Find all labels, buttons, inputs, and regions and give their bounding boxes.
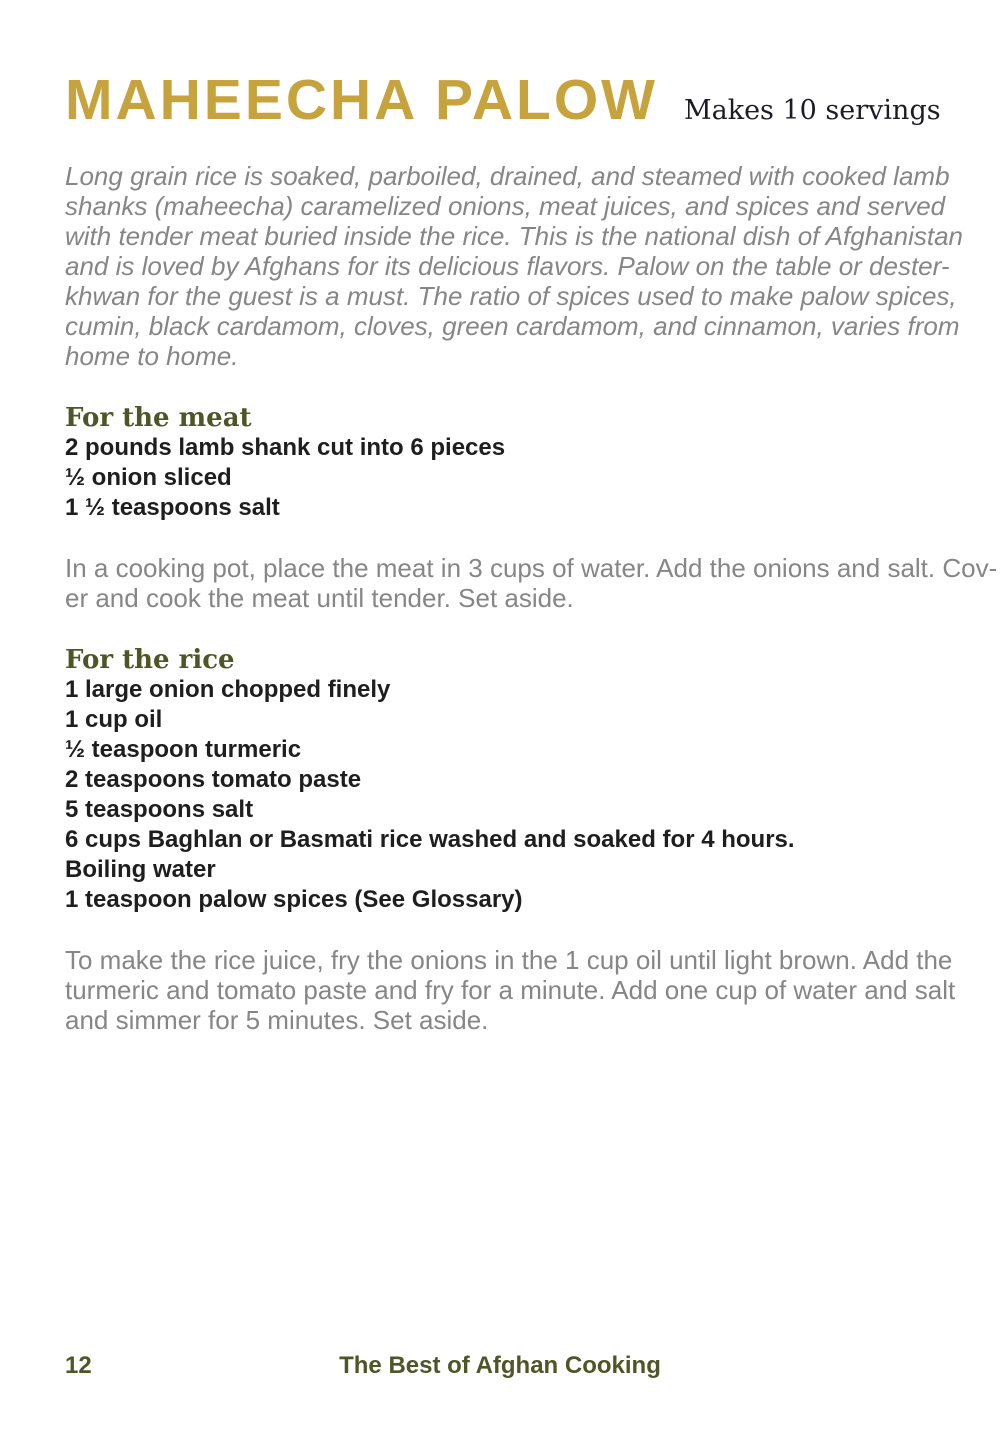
section-heading-rice: For the rice (65, 645, 235, 675)
servings-note: Makes 10 servings (683, 95, 941, 126)
meat-ingredient-list (65, 433, 935, 523)
instruction-line: er and cook the meat until tender. Set aside. (65, 583, 574, 613)
intro-line: with tender meat buried inside the rice. This is the national dish of Afghanistan (65, 221, 963, 251)
page-number: 12 (65, 1352, 92, 1379)
ingredient-line: 1 cup oil (65, 706, 163, 733)
section-heading-meat: For the meat (65, 403, 252, 433)
instruction-line: and simmer for 5 minutes. Set aside. (65, 1005, 489, 1035)
ingredient-line: Boiling water (65, 856, 216, 883)
meat-instructions (65, 553, 998, 613)
book-title: The Best of Afghan Cooking (339, 1352, 661, 1379)
ingredient-line: 2 pounds lamb shank cut into 6 pieces (65, 434, 506, 461)
ingredient-line: 1 ½ teaspoons salt (65, 494, 280, 521)
intro-line: khwan for the guest is a must. The ratio of spices used to make palow spices, (65, 281, 957, 311)
ingredient-line: 1 teaspoon palow spices (See Glossary) (65, 886, 523, 913)
intro-line: and is loved by Afghans for its delicious flavors. Palow on the table or dester- (65, 251, 950, 281)
intro-paragraph (65, 161, 963, 371)
rice-ingredient-list (65, 675, 935, 915)
intro-line: home to home. (65, 341, 239, 371)
ingredient-line: 5 teaspoons salt (65, 796, 254, 823)
ingredient-line: 1 large onion chopped finely (65, 676, 391, 703)
instruction-line: To make the rice juice, fry the onions in the 1 cup oil until light brown. Add the (65, 945, 953, 975)
intro-line: cumin, black cardamom, cloves, green cardamom, and cinnamon, varies from (65, 311, 960, 341)
ingredient-line: ½ teaspoon turmeric (65, 736, 302, 763)
ingredient-line: ½ onion sliced (65, 464, 232, 491)
ingredient-line: 2 teaspoons tomato paste (65, 766, 362, 793)
instruction-line: In a cooking pot, place the meat in 3 cups of water. Add the onions and salt. Cov- (65, 553, 998, 583)
rice-instructions (65, 945, 956, 1035)
instruction-line: turmeric and tomato paste and fry for a minute. Add one cup of water and salt (65, 975, 956, 1005)
intro-line: shanks (maheecha) caramelized onions, meat juices, and spices and served (65, 191, 946, 221)
ingredient-line: 6 cups Baghlan or Basmati rice washed and soaked for 4 hours. (65, 826, 795, 853)
recipe-title: MAHEECHA PALOW (65, 68, 658, 132)
intro-line: Long grain rice is soaked, parboiled, drained, and steamed with cooked lamb (65, 161, 950, 191)
page-footer (0, 1352, 1000, 1382)
title-row (65, 68, 941, 132)
